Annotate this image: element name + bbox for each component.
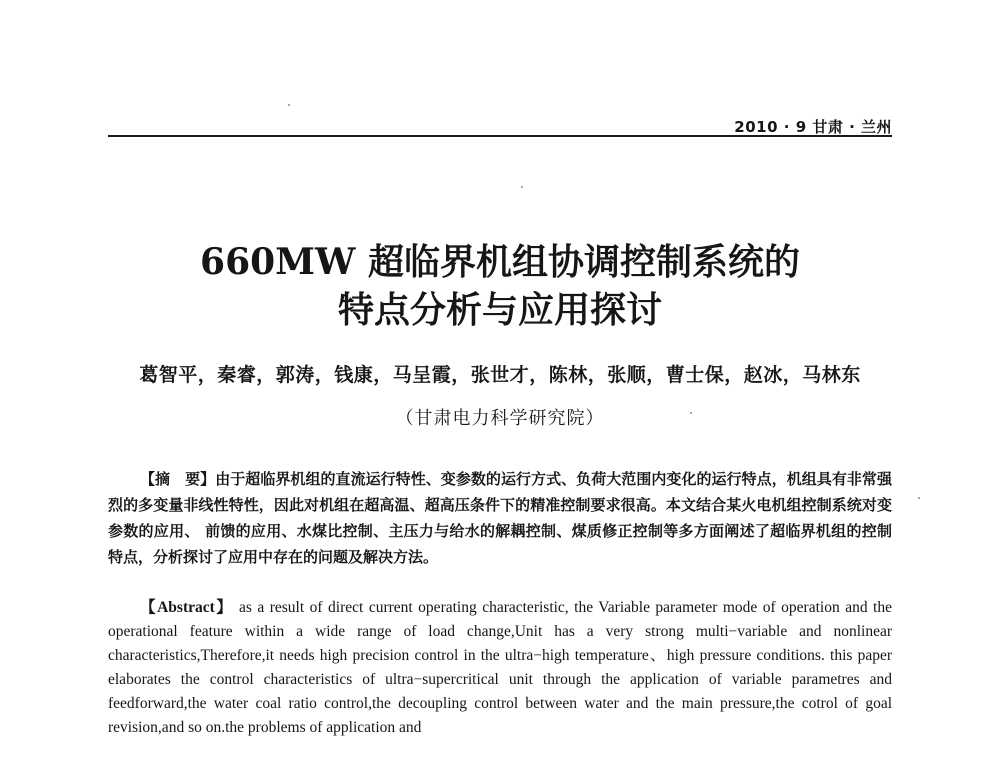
affiliation: （甘肃电力科学研究院） — [395, 408, 605, 429]
paper-title — [0, 238, 1000, 334]
author-list: 葛智平，秦睿，郭涛，钱康，马呈霞，张世才，陈林，张顺，曹士保，赵冰，马林东 — [139, 364, 861, 386]
scan-speck — [288, 104, 290, 106]
journal-issue-location: 2010 · 9 甘肃 · 兰州 — [734, 118, 892, 136]
title-line-2: 特点分析与应用探讨 — [337, 289, 662, 331]
abstract-chinese — [108, 466, 892, 570]
title-line-1: 660MW 超临界机组协调控制系统的 — [200, 241, 800, 283]
abstract-en-text: as a result of direct current operating characteristic, the Variable parameter mode of operation and the operational feature within a wide range of load change,Unit has a very strong multi−variable and nonlinear characteristics,Therefore,it needs high precision control in the ultra−high temperature、high pressure conditions. this paper elaborates the control characteristics of ultra−supercritical unit through the application of variable parametres and feedforward,the water coal ratio control,the decoupling control between water and the main pressure,the cotrol of goal revision,and so on.the problems of application and — [108, 599, 892, 736]
abstract-cn-text: 由于超临界机组的直流运行特性、变参数的运行方式、负荷大范围内变化的运行特点，机组具有非常强烈的多变量非线性特性，因此对机组在超高温、超高压条件下的精准控制要求很高。本文结合某火电机组控制系统对变参数的应用、 前馈的应用、水煤比控制、主压力与给水的解耦控制、煤质修正控制等多方面阐述了超临界机组的控制特点，分析探讨了应用中存在的问题及解决方法。 — [108, 470, 892, 566]
scan-speck — [918, 497, 920, 499]
scan-speck — [521, 186, 523, 188]
abstract-cn-label: 【摘 要】 — [140, 470, 216, 488]
abstract-en-label: 【Abstract】 — [140, 599, 234, 616]
header-rule — [108, 135, 892, 137]
abstract-english — [108, 596, 892, 740]
